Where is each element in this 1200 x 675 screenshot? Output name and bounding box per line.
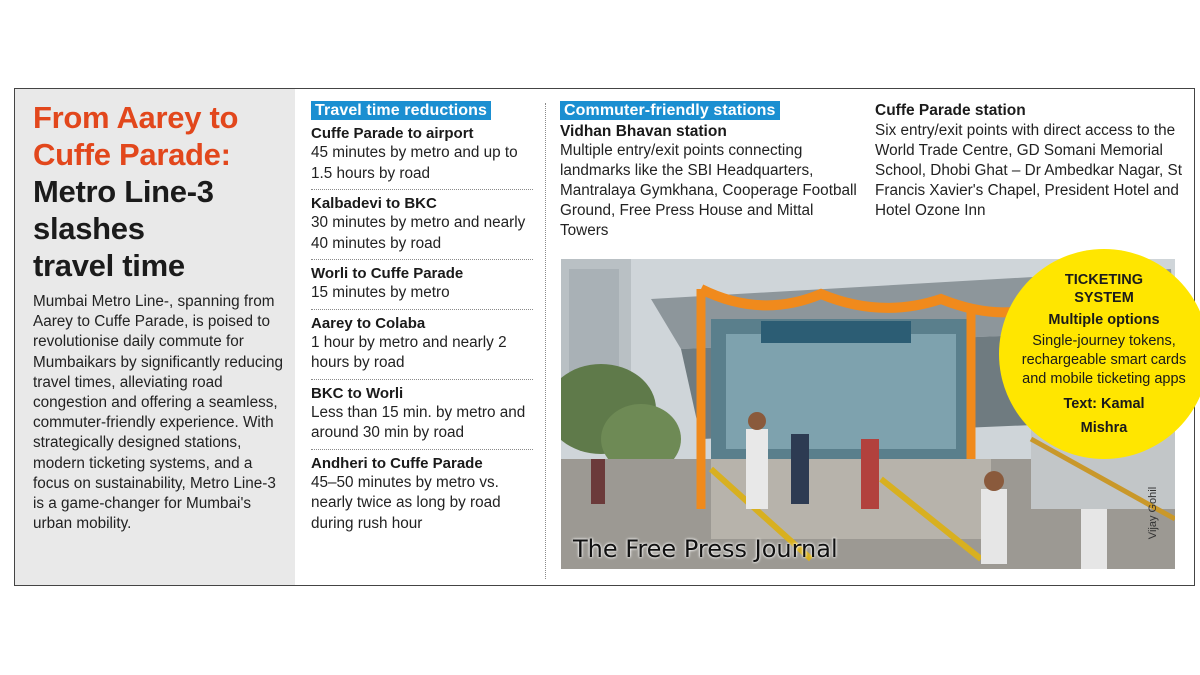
headline-black-line-3: travel time <box>33 248 185 283</box>
ticketing-title-line-1: TICKETING <box>1064 272 1144 288</box>
trip-item <box>311 120 533 190</box>
photo-watermark: The Free Press Journal <box>573 535 838 563</box>
trip-item <box>311 450 533 540</box>
headline-black-line-1: Metro Line-3 <box>33 174 214 209</box>
vidhan-bhavan-station-detail: Multiple entry/exit points connecting landmarks like the SBI Headquarters, Mantralaya Gymkhana, Cooperage Football Ground, Free Press House and Mittal Towers <box>560 142 857 239</box>
left-column <box>15 89 295 585</box>
trip-item <box>311 310 533 380</box>
trip-name: Kalbadevi to BKC <box>311 195 437 212</box>
photo-credit: Vijay Gohil <box>1146 486 1159 540</box>
cuffe-parade-station-name: Cuffe Parade station <box>875 102 1026 119</box>
headline-black-line-2: slashes <box>33 211 145 246</box>
trip-name: Aarey to Colaba <box>311 314 426 332</box>
cuffe-parade-station-detail: Six entry/exit points with direct access to the World Trade Centre, GD Somani Memorial School, Dhobi Ghat – Dr Ambedkar Nagar, St Francis Xavier's Chapel, President Hotel and Hotel Ozone Inn <box>875 122 1182 219</box>
trip-detail: 30 minutes by metro and nearly 40 minutes by road <box>311 214 526 252</box>
trip-name: Andheri to Cuffe Parade <box>311 454 483 472</box>
ticketing-credit-line-2: Mishra <box>1080 420 1128 436</box>
trip-item <box>311 190 533 260</box>
travel-column <box>311 101 533 539</box>
intro-paragraph: Mumbai Metro Line-, spanning from Aarey to Cuffe Parade, is poised to revolutionise daily commute for Mumbaikars by significantly reducing travel times, alleviating road congestion and offering a seamless, commuter-friendly experience. With strategically designed stations, modern ticketing systems, and a focus on sustainability, Metro Line-3 is a game-changer for Mumbai's urban mobility. <box>33 293 283 533</box>
trip-detail: Less than 15 min. by metro and around 30 min by road <box>311 403 526 441</box>
ticketing-subtitle: Multiple options <box>1048 312 1160 328</box>
headline <box>33 99 285 284</box>
headline-orange-line-2: Cuffe Parade: <box>33 137 231 172</box>
trip-detail: 15 minutes by metro <box>311 284 450 301</box>
stations-section-label: Commuter-friendly stations <box>560 101 780 120</box>
headline-orange-line-1: From Aarey to <box>33 100 239 135</box>
vidhan-bhavan-station-name: Vidhan Bhavan station <box>560 123 727 140</box>
trip-item <box>311 380 533 450</box>
infographic-frame <box>14 88 1195 586</box>
trip-name: Cuffe Parade to airport <box>311 125 474 142</box>
ticketing-body: Single-journey tokens, rechargeable smart cards and mobile ticketing apps <box>1021 333 1187 387</box>
trip-detail: 1 hour by metro and nearly 2 hours by road <box>311 333 507 371</box>
cuffe-parade-column <box>875 101 1185 221</box>
ticketing-title-line-2: SYSTEM <box>1074 290 1134 306</box>
trip-detail: 45–50 minutes by metro vs. nearly twice as long by road during rush hour <box>311 473 501 532</box>
trip-detail: 45 minutes by metro and up to 1.5 hours by road <box>311 144 518 182</box>
ticketing-badge <box>999 249 1200 459</box>
ticketing-credit-line-1: Text: Kamal <box>1063 396 1145 412</box>
trip-list <box>311 120 533 539</box>
trip-name: BKC to Worli <box>311 384 404 402</box>
column-divider <box>545 103 546 579</box>
stations-column <box>560 101 860 241</box>
trip-name: Worli to Cuffe Parade <box>311 265 464 282</box>
travel-section-label: Travel time reductions <box>311 101 491 120</box>
trip-item <box>311 260 533 310</box>
